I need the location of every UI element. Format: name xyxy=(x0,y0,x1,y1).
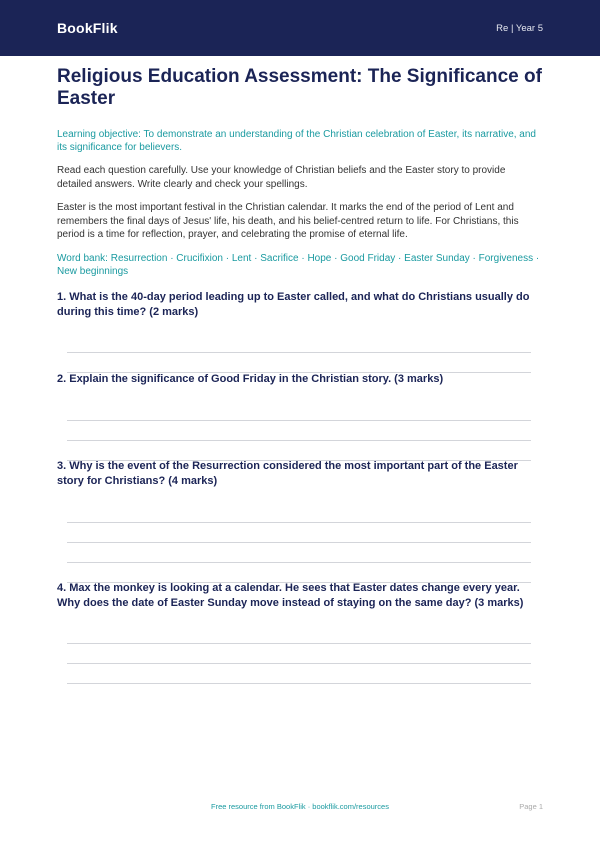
page-number: Page 1 xyxy=(519,802,543,811)
page-footer xyxy=(0,802,600,814)
intro-section xyxy=(57,66,543,279)
answer-line[interactable] xyxy=(67,663,531,664)
question-1 xyxy=(57,290,543,320)
question-text: 3. Why is the event of the Resurrection considered the most important part of the Easter story for Christians? (4 marks) xyxy=(57,460,518,487)
subject-year-label: Re | Year 5 xyxy=(496,22,543,34)
question-3 xyxy=(57,459,543,489)
question-2 xyxy=(57,372,543,387)
answer-line[interactable] xyxy=(67,542,531,543)
page-title: Religious Education Assessment: The Significance of Easter xyxy=(57,66,542,109)
page-header xyxy=(0,0,600,56)
answer-line[interactable] xyxy=(67,683,531,684)
question-text: 1. What is the 40-day period leading up to Easter called, and what do Christians usually do during this time? (2 marks) xyxy=(57,291,530,318)
brand-logo: BookFlik xyxy=(57,20,118,36)
question-text: 4. Max the monkey is looking at a calendar. He sees that Easter dates change every year. Why does the date of Easter Sunday move instead of staying on the same day? (3 marks) xyxy=(57,582,524,609)
answer-line[interactable] xyxy=(67,522,531,523)
instructions-text: Read each question carefully. Use your knowledge of Christian beliefs and the Easter story to provide detailed answers. Write clearly and check your spellings. xyxy=(57,165,506,190)
intro-text: Easter is the most important festival in the Christian calendar. It marks the end of the period of Lent and remembers the final days of Jesus' life, his death, and his belief-centred return to life. For Christians, this period is a time for reflection, prayer, and celebrating the promise of eternal life. xyxy=(57,202,519,240)
question-text: 2. Explain the significance of Good Friday in the Christian story. (3 marks) xyxy=(57,373,444,385)
answer-line[interactable] xyxy=(67,352,531,353)
word-bank: Word bank: Resurrection · Crucifixion · Lent · Sacrifice · Hope · Good Friday · Easter Sunday · Forgiveness · New beginnings xyxy=(57,252,540,277)
learning-objective: Learning objective: To demonstrate an understanding of the Christian celebration of Easter, its narrative, and its significance for believers. xyxy=(57,129,536,153)
answer-line[interactable] xyxy=(67,562,531,563)
answer-line[interactable] xyxy=(67,420,531,421)
question-4 xyxy=(57,581,543,611)
answer-line[interactable] xyxy=(67,440,531,441)
footer-link-text[interactable]: Free resource from BookFlik · bookflik.com/resources xyxy=(211,802,389,811)
answer-line[interactable] xyxy=(67,643,531,644)
